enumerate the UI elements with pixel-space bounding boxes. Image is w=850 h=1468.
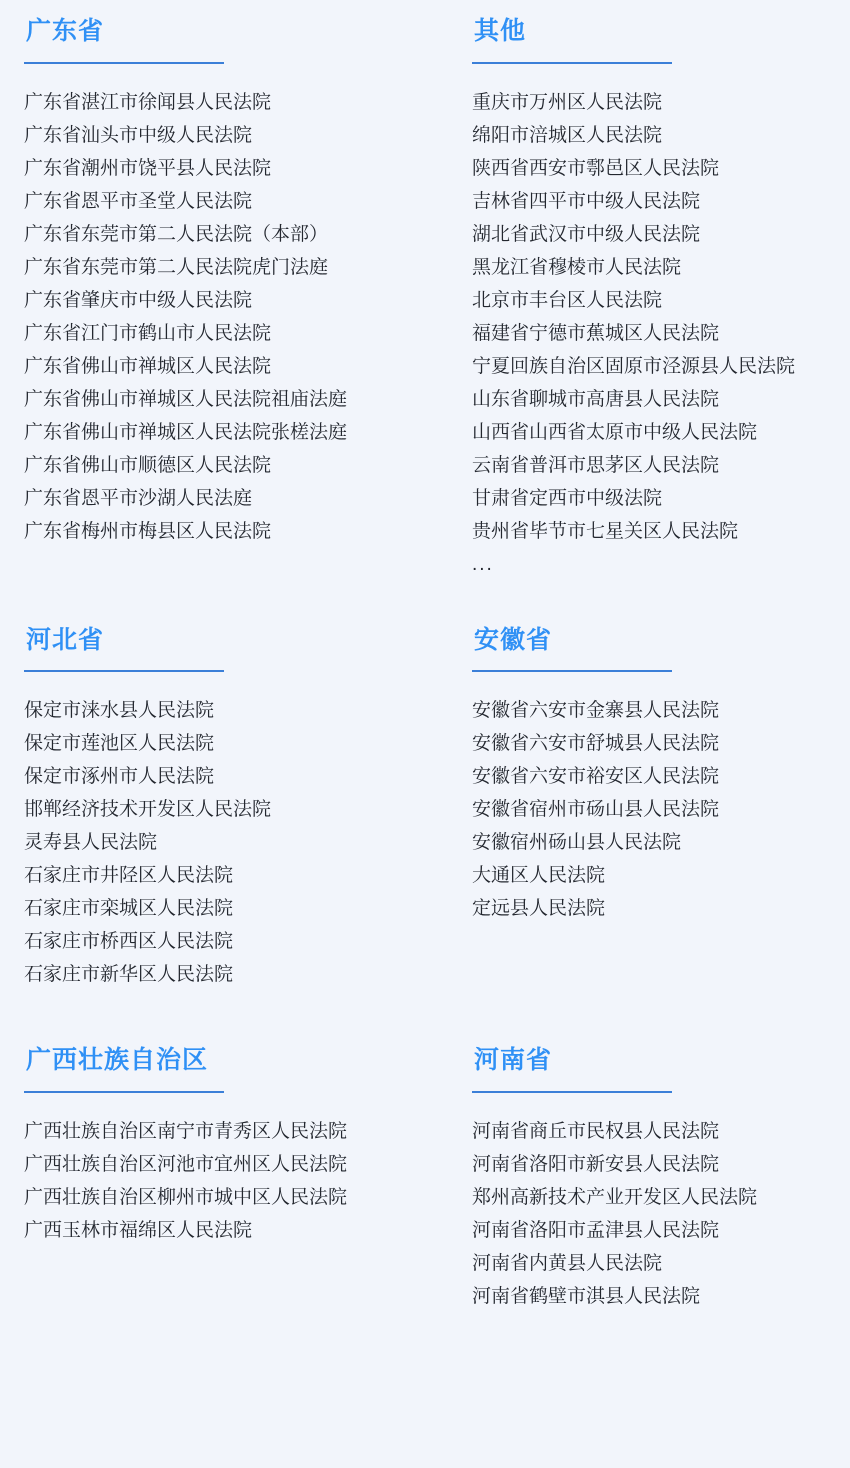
list-item: 广西壮族自治区南宁市青秀区人民法院: [24, 1120, 348, 1142]
list-item: 广东省肇庆市中级人民法院: [24, 289, 253, 311]
list-item: 吉林省四平市中级人民法院: [472, 190, 701, 212]
list-item: 甘肃省定西市中级法院: [472, 487, 663, 509]
court-list-henan: [472, 1115, 816, 1313]
list-item: 广西壮族自治区河池市宜州区人民法院: [24, 1153, 348, 1175]
list-item: 重庆市万州区人民法院: [472, 91, 663, 113]
list-item: 安徽省宿州市砀山县人民法院: [472, 799, 720, 820]
list-item: 黑龙江省穆棱市人民法院: [472, 256, 682, 278]
list-item: 郑州高新技术产业开发区人民法院: [472, 1186, 758, 1208]
section-hebei: [24, 627, 448, 992]
list-item: 石家庄市井陉区人民法院: [24, 865, 234, 886]
list-item: 广东省佛山市禅城区人民法院张槎法庭: [24, 421, 348, 443]
section-title: 河南省: [474, 1046, 553, 1074]
list-item: 山西省山西省太原市中级人民法院: [472, 421, 758, 443]
list-item: 宁夏回族自治区固原市泾源县人民法院: [472, 355, 796, 377]
court-list-hebei: [24, 694, 438, 991]
list-item: 河南省洛阳市新安县人民法院: [472, 1153, 720, 1175]
section-title: 广东省: [26, 17, 105, 45]
list-item: 河南省洛阳市孟津县人民法院: [472, 1219, 720, 1241]
list-item: 湖北省武汉市中级人民法院: [472, 223, 701, 245]
list-item: 广东省东莞市第二人民法院（本部）: [24, 223, 329, 245]
list-item: 广东省恩平市沙湖人民法庭: [24, 487, 253, 509]
list-item: 广西玉林市福绵区人民法院: [24, 1219, 253, 1241]
list-item: 陕西省西安市鄠邑区人民法院: [472, 157, 720, 179]
court-list-other: [472, 86, 816, 581]
list-item: 贵州省毕节市七星关区人民法院: [472, 520, 739, 542]
list-item: 定远县人民法院: [472, 898, 606, 919]
list-item: 安徽省六安市裕安区人民法院: [472, 766, 720, 787]
list-item: 广东省梅州市梅县区人民法院: [24, 520, 272, 542]
list-item: 广东省东莞市第二人民法院虎门法庭: [24, 256, 329, 278]
sections-grid: [24, 18, 826, 1313]
section-title: 广西壮族自治区: [26, 1046, 209, 1074]
list-item: 安徽省六安市金寨县人民法院: [472, 700, 720, 721]
list-item: 石家庄市新华区人民法院: [24, 964, 234, 985]
list-item: 河南省鹤壁市淇县人民法院: [472, 1285, 701, 1307]
list-item: 灵寿县人民法院: [24, 832, 158, 853]
section-divider: [24, 1091, 224, 1093]
section-other: [448, 18, 826, 581]
list-item: 保定市莲池区人民法院: [24, 733, 215, 754]
list-item: 云南省普洱市思茅区人民法院: [472, 454, 720, 476]
section-spacer: [448, 581, 826, 627]
list-item: 福建省宁德市蕉城区人民法院: [472, 322, 720, 344]
list-item: 大通区人民法院: [472, 865, 606, 886]
list-item: 广西壮族自治区柳州市城中区人民法院: [24, 1186, 348, 1208]
section-divider: [24, 62, 224, 64]
list-item: 石家庄市桥西区人民法院: [24, 931, 234, 952]
section-title: 其他: [474, 17, 527, 45]
section-guangxi: [24, 1047, 448, 1313]
section-divider: [24, 670, 224, 672]
list-item: 北京市丰台区人民法院: [472, 289, 663, 311]
list-item: 绵阳市涪城区人民法院: [472, 124, 663, 146]
section-spacer: [24, 991, 448, 1047]
section-divider: [472, 1091, 672, 1093]
list-item: 河南省内黄县人民法院: [472, 1252, 663, 1274]
section-spacer: [448, 991, 826, 1047]
list-item: 保定市涿州市人民法院: [24, 766, 215, 787]
list-item: 广东省恩平市圣堂人民法院: [24, 190, 253, 212]
list-item: 广东省佛山市禅城区人民法院祖庙法庭: [24, 388, 348, 410]
section-title: 河北省: [26, 625, 105, 654]
section-divider: [472, 670, 672, 672]
court-list-guangxi: [24, 1115, 438, 1247]
section-henan: [448, 1047, 826, 1313]
section-anhui: [448, 627, 826, 992]
list-item: 安徽宿州砀山县人民法院: [472, 832, 682, 853]
list-item: 河南省商丘市民权县人民法院: [472, 1120, 720, 1142]
court-list-guangdong: [24, 86, 438, 548]
list-item: 广东省潮州市饶平县人民法院: [24, 157, 272, 179]
list-item: 广东省汕头市中级人民法院: [24, 124, 253, 146]
section-title: 安徽省: [474, 625, 553, 654]
list-item: 邯郸经济技术开发区人民法院: [24, 799, 272, 820]
list-item: 山东省聊城市高唐县人民法院: [472, 388, 720, 410]
list-item-more: ...: [472, 553, 494, 575]
court-list-anhui: [472, 694, 816, 925]
list-item: 广东省湛江市徐闻县人民法院: [24, 91, 272, 113]
section-guangdong: [24, 18, 448, 581]
list-item: 安徽省六安市舒城县人民法院: [472, 733, 720, 754]
list-item: 广东省江门市鹤山市人民法院: [24, 322, 272, 344]
section-spacer: [24, 581, 448, 627]
list-item: 广东省佛山市顺德区人民法院: [24, 454, 272, 476]
section-divider: [472, 62, 672, 64]
list-item: 保定市涞水县人民法院: [24, 700, 215, 721]
list-item: 广东省佛山市禅城区人民法院: [24, 355, 272, 377]
list-item: 石家庄市栾城区人民法院: [24, 898, 234, 919]
